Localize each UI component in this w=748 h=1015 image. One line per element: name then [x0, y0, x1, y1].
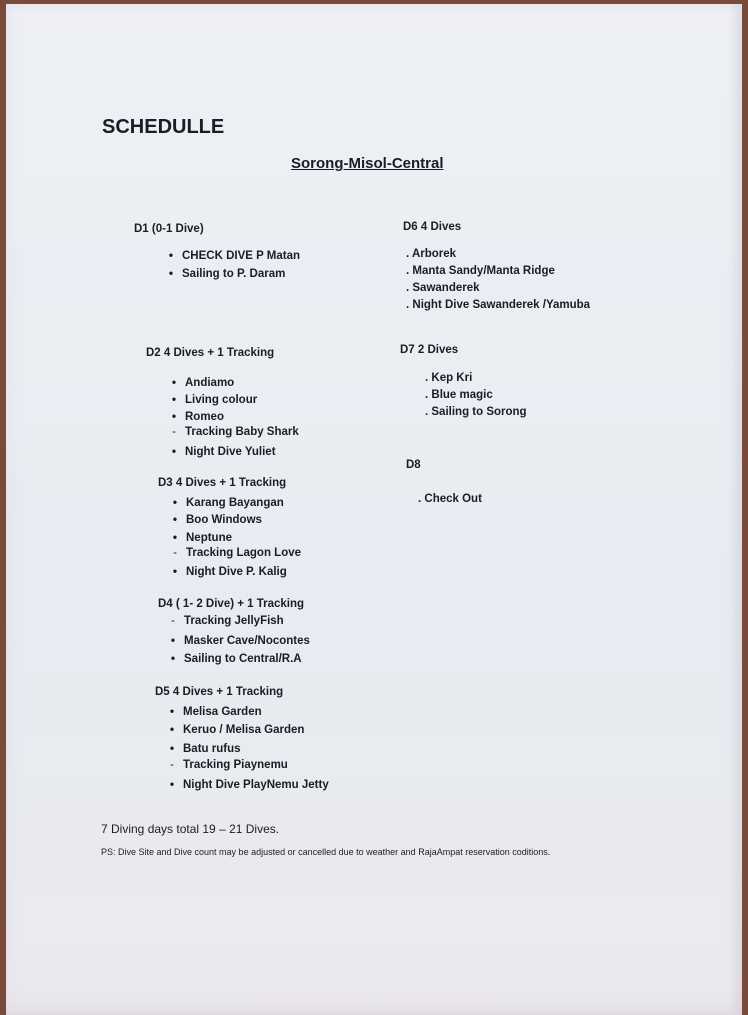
day-7-item: . Kep Kri	[425, 372, 473, 384]
day-7-heading: D7 2 Dives	[400, 344, 459, 356]
document-page	[6, 4, 742, 1015]
day-5-item: •Night Dive PlayNemu Jetty	[161, 777, 329, 791]
day-5-item: •Batu rufus	[161, 741, 241, 755]
day-5-item: -Tracking Piaynemu	[161, 759, 288, 771]
day-7-item: . Sailing to Sorong	[425, 406, 527, 418]
day-6-item: . Arborek	[406, 248, 457, 260]
day-2-item: •Living colour	[163, 392, 257, 406]
day-7-item: . Blue magic	[425, 389, 493, 401]
day-5-heading: D5 4 Dives + 1 Tracking	[155, 686, 284, 698]
day-2-item: -Tracking Baby Shark	[163, 426, 299, 438]
dive-total-note: 7 Diving days total 19 – 21 Dives.	[101, 822, 280, 836]
day-6-item: . Night Dive Sawanderek /Yamuba	[406, 299, 591, 311]
day-2-heading: D2 4 Dives + 1 Tracking	[146, 347, 275, 359]
day-1-item: •Sailing to P. Daram	[160, 266, 285, 280]
day-4-heading: D4 ( 1- 2 Dive) + 1 Tracking	[158, 598, 305, 610]
day-4-item: •Sailing to Central/R.A	[162, 651, 302, 665]
day-6-item: . Manta Sandy/Manta Ridge	[406, 265, 555, 277]
document-title: SCHEDULLE	[102, 116, 225, 138]
day-2-item: •Andiamo	[163, 375, 234, 389]
day-2-item: •Night Dive Yuliet	[163, 444, 276, 458]
ps-note: PS: Dive Site and Dive count may be adjusted or cancelled due to weather and RajaAmpat reservation coditions.	[101, 847, 551, 857]
day-6-heading: D6 4 Dives	[403, 221, 462, 233]
day-3-item: •Boo Windows	[164, 512, 262, 526]
day-2-item: •Romeo	[163, 409, 224, 423]
day-5-item: •Keruo / Melisa Garden	[161, 722, 304, 736]
day-5-item: •Melisa Garden	[161, 704, 262, 718]
day-8-heading: D8	[406, 459, 421, 471]
route-subtitle: Sorong-Misol-Central	[291, 155, 444, 172]
day-4-item: •Masker Cave/Nocontes	[162, 633, 310, 647]
day-1-item: •CHECK DIVE P Matan	[160, 248, 300, 262]
day-3-item: •Neptune	[164, 530, 232, 544]
day-4-item: -Tracking JellyFish	[162, 615, 284, 627]
day-6-item: . Sawanderek	[406, 282, 480, 294]
day-8-item: . Check Out	[418, 493, 482, 505]
day-3-heading: D3 4 Dives + 1 Tracking	[158, 477, 287, 489]
day-3-item: -Tracking Lagon Love	[164, 547, 301, 559]
day-3-item: •Karang Bayangan	[164, 495, 284, 509]
day-3-item: •Night Dive P. Kalig	[164, 564, 287, 578]
day-1-heading: D1 (0-1 Dive)	[134, 223, 204, 235]
